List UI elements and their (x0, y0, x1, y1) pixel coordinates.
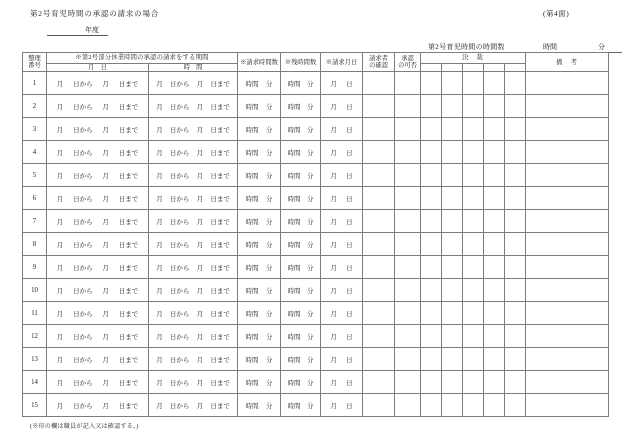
period-date-cell: 月 日から 月 日まで (47, 187, 149, 210)
decision-cell-3 (463, 256, 484, 279)
remaining-hours-cell: 時間 分 (281, 118, 321, 141)
request-date-cell: 月 日 (321, 348, 363, 371)
row-number: 8 (23, 233, 47, 256)
row-number: 10 (23, 279, 47, 302)
header-serial-number (23, 53, 47, 72)
period-time-cell: 月 日から 月 日まで (149, 348, 238, 371)
request-hours-cell: 時間 分 (238, 187, 281, 210)
request-date-cell: 月 日 (321, 187, 363, 210)
request-date-cell: 月 日 (321, 164, 363, 187)
remarks-cell (526, 210, 609, 233)
row-number: 11 (23, 302, 47, 325)
decision-cell-3 (463, 164, 484, 187)
period-date-cell: 月 日から 月 日まで (47, 348, 149, 371)
remaining-hours-cell: 時間 分 (281, 72, 321, 95)
header-approval-line1: 承認 (401, 54, 414, 62)
header-decision-sub-4 (484, 64, 505, 72)
fiscal-year-line (47, 24, 108, 36)
decision-cell-4 (484, 164, 505, 187)
decision-cell-4 (484, 279, 505, 302)
decision-cell-4 (484, 72, 505, 95)
header-approval-line2: の可否 (398, 62, 417, 70)
request-hours-cell: 時間 分 (238, 302, 281, 325)
remarks-cell (526, 187, 609, 210)
remaining-hours-cell: 時間 分 (281, 164, 321, 187)
request-date-cell: 月 日 (321, 72, 363, 95)
header-request-hours: ※請求時間数 (238, 53, 281, 72)
decision-cell-5 (505, 118, 526, 141)
request-hours-cell: 時間 分 (238, 72, 281, 95)
decision-cell-4 (484, 187, 505, 210)
request-hours-cell: 時間 分 (238, 164, 281, 187)
decision-cell-4 (484, 118, 505, 141)
row-number: 13 (23, 348, 47, 371)
header-serial-line1: 整理 (28, 54, 41, 62)
decision-cell-3 (463, 72, 484, 95)
decision-cell-1 (421, 325, 442, 348)
decision-cell-2 (442, 118, 463, 141)
period-time-cell: 月 日から 月 日まで (149, 325, 238, 348)
approval-cell (395, 325, 421, 348)
table-body (23, 72, 609, 417)
row-number: 4 (23, 141, 47, 164)
request-hours-cell: 時間 分 (238, 233, 281, 256)
header-remarks: 備 考 (526, 53, 609, 72)
table-row (23, 187, 609, 210)
period-time-cell: 月 日から 月 日まで (149, 141, 238, 164)
decision-cell-4 (484, 233, 505, 256)
header-period-date: 月 日 (47, 64, 149, 72)
requester-confirm-cell (363, 95, 395, 118)
table-row (23, 233, 609, 256)
request-date-cell: 月 日 (321, 233, 363, 256)
decision-cell-5 (505, 279, 526, 302)
table-row (23, 394, 609, 417)
request-hours-cell: 時間 分 (238, 325, 281, 348)
decision-cell-2 (442, 187, 463, 210)
remaining-hours-cell: 時間 分 (281, 187, 321, 210)
approval-cell (395, 279, 421, 302)
request-hours-cell: 時間 分 (238, 256, 281, 279)
period-time-cell: 月 日から 月 日まで (149, 210, 238, 233)
decision-cell-1 (421, 371, 442, 394)
table-row (23, 164, 609, 187)
requester-confirm-cell (363, 118, 395, 141)
decision-cell-1 (421, 210, 442, 233)
period-date-cell: 月 日から 月 日まで (47, 118, 149, 141)
decision-cell-3 (463, 325, 484, 348)
request-date-cell: 月 日 (321, 141, 363, 164)
remarks-cell (526, 256, 609, 279)
requester-confirm-cell (363, 141, 395, 164)
period-date-cell: 月 日から 月 日まで (47, 141, 149, 164)
requester-confirm-cell (363, 256, 395, 279)
table-row (23, 210, 609, 233)
decision-cell-3 (463, 95, 484, 118)
header-request-period: ※第2号部分休業時間の承認の請求をする期間 (47, 53, 238, 64)
period-date-cell: 月 日から 月 日まで (47, 256, 149, 279)
decision-cell-2 (442, 164, 463, 187)
decision-cell-4 (484, 371, 505, 394)
decision-cell-4 (484, 210, 505, 233)
row-number: 15 (23, 394, 47, 417)
requester-confirm-cell (363, 210, 395, 233)
remaining-hours-cell: 時間 分 (281, 279, 321, 302)
decision-cell-1 (421, 256, 442, 279)
approval-cell (395, 164, 421, 187)
decision-cell-4 (484, 325, 505, 348)
decision-cell-2 (442, 302, 463, 325)
remaining-hours-cell: 時間 分 (281, 256, 321, 279)
decision-cell-5 (505, 164, 526, 187)
header-requester-confirm (363, 53, 395, 72)
request-hours-cell: 時間 分 (238, 348, 281, 371)
decision-cell-3 (463, 233, 484, 256)
decision-cell-4 (484, 348, 505, 371)
request-date-cell: 月 日 (321, 118, 363, 141)
decision-cell-5 (505, 210, 526, 233)
request-table (22, 52, 609, 417)
period-time-cell: 月 日から 月 日まで (149, 95, 238, 118)
request-date-cell: 月 日 (321, 210, 363, 233)
decision-cell-4 (484, 394, 505, 417)
period-date-cell: 月 日から 月 日まで (47, 394, 149, 417)
remaining-hours-cell: 時間 分 (281, 141, 321, 164)
period-time-cell: 月 日から 月 日まで (149, 302, 238, 325)
approval-cell (395, 95, 421, 118)
row-number: 6 (23, 187, 47, 210)
row-number: 2 (23, 95, 47, 118)
period-time-cell: 月 日から 月 日まで (149, 371, 238, 394)
requester-confirm-cell (363, 325, 395, 348)
header-decision-sub-5 (505, 64, 526, 72)
decision-cell-2 (442, 371, 463, 394)
decision-cell-2 (442, 394, 463, 417)
decision-cell-1 (421, 72, 442, 95)
remarks-cell (526, 141, 609, 164)
decision-cell-3 (463, 302, 484, 325)
remaining-hours-cell: 時間 分 (281, 325, 321, 348)
table-row (23, 141, 609, 164)
requester-confirm-cell (363, 279, 395, 302)
row-number: 12 (23, 325, 47, 348)
row-number: 1 (23, 72, 47, 95)
approval-cell (395, 348, 421, 371)
decision-cell-2 (442, 279, 463, 302)
header-decision-sub-2 (442, 64, 463, 72)
decision-cell-4 (484, 256, 505, 279)
footnote: (※印の欄は職員が記入又は確認する。) (30, 424, 139, 430)
approval-cell (395, 72, 421, 95)
period-time-cell: 月 日から 月 日まで (149, 279, 238, 302)
decision-cell-1 (421, 95, 442, 118)
remaining-hours-cell: 時間 分 (281, 348, 321, 371)
remarks-cell (526, 348, 609, 371)
period-time-cell: 月 日から 月 日まで (149, 72, 238, 95)
decision-cell-2 (442, 95, 463, 118)
decision-cell-5 (505, 348, 526, 371)
approval-cell (395, 187, 421, 210)
remarks-cell (526, 325, 609, 348)
decision-cell-5 (505, 72, 526, 95)
header-serial-line2: 番号 (28, 62, 41, 70)
request-date-cell: 月 日 (321, 371, 363, 394)
period-date-cell: 月 日から 月 日まで (47, 279, 149, 302)
remaining-hours-cell: 時間 分 (281, 210, 321, 233)
remaining-hours-cell: 時間 分 (281, 394, 321, 417)
decision-cell-2 (442, 210, 463, 233)
decision-cell-2 (442, 256, 463, 279)
period-time-cell: 月 日から 月 日まで (149, 164, 238, 187)
header-period-time: 時 間 (149, 64, 238, 72)
period-time-cell: 月 日から 月 日まで (149, 187, 238, 210)
approval-cell (395, 233, 421, 256)
decision-cell-4 (484, 95, 505, 118)
header-decision: 決 裁 (421, 53, 526, 64)
remarks-cell (526, 394, 609, 417)
decision-cell-1 (421, 118, 442, 141)
decision-cell-5 (505, 141, 526, 164)
table-row (23, 256, 609, 279)
decision-cell-3 (463, 371, 484, 394)
request-date-cell: 月 日 (321, 279, 363, 302)
decision-cell-2 (442, 348, 463, 371)
decision-cell-3 (463, 118, 484, 141)
remarks-cell (526, 95, 609, 118)
request-date-cell: 月 日 (321, 95, 363, 118)
header-requester-line2: の確認 (369, 62, 388, 70)
period-date-cell: 月 日から 月 日まで (47, 210, 149, 233)
period-date-cell: 月 日から 月 日まで (47, 95, 149, 118)
period-date-cell: 月 日から 月 日まで (47, 302, 149, 325)
remaining-hours-cell: 時間 分 (281, 302, 321, 325)
decision-cell-5 (505, 325, 526, 348)
period-date-cell: 月 日から 月 日まで (47, 72, 149, 95)
table-row (23, 325, 609, 348)
remaining-hours-cell: 時間 分 (281, 233, 321, 256)
requester-confirm-cell (363, 233, 395, 256)
decision-cell-2 (442, 72, 463, 95)
table-row (23, 118, 609, 141)
approval-cell (395, 210, 421, 233)
header-decision-sub-1 (421, 64, 442, 72)
decision-cell-1 (421, 233, 442, 256)
decision-cell-4 (484, 302, 505, 325)
decision-cell-5 (505, 95, 526, 118)
approval-cell (395, 118, 421, 141)
period-time-cell: 月 日から 月 日まで (149, 256, 238, 279)
row-number: 9 (23, 256, 47, 279)
approval-cell (395, 141, 421, 164)
decision-cell-1 (421, 187, 442, 210)
request-hours-cell: 時間 分 (238, 95, 281, 118)
page-number-label: (第4面) (543, 9, 570, 18)
period-date-cell: 月 日から 月 日まで (47, 233, 149, 256)
requester-confirm-cell (363, 302, 395, 325)
approval-cell (395, 394, 421, 417)
total-minutes-unit-label: 分 (598, 43, 605, 51)
period-date-cell: 月 日から 月 日まで (47, 371, 149, 394)
decision-cell-1 (421, 164, 442, 187)
decision-cell-1 (421, 394, 442, 417)
request-date-cell: 月 日 (321, 394, 363, 417)
decision-cell-1 (421, 348, 442, 371)
period-date-cell: 月 日から 月 日まで (47, 164, 149, 187)
total-hours-label: 第2号育児時間の時間数 (428, 43, 505, 51)
decision-cell-5 (505, 394, 526, 417)
request-hours-cell: 時間 分 (238, 141, 281, 164)
header-request-date: ※請求月日 (321, 53, 363, 72)
decision-cell-5 (505, 302, 526, 325)
remarks-cell (526, 72, 609, 95)
decision-cell-5 (505, 233, 526, 256)
decision-cell-1 (421, 279, 442, 302)
table-row (23, 72, 609, 95)
header-decision-sub-3 (463, 64, 484, 72)
request-date-cell: 月 日 (321, 325, 363, 348)
request-hours-cell: 時間 分 (238, 394, 281, 417)
row-number: 14 (23, 371, 47, 394)
decision-cell-3 (463, 348, 484, 371)
remaining-hours-cell: 時間 分 (281, 371, 321, 394)
decision-cell-4 (484, 141, 505, 164)
requester-confirm-cell (363, 394, 395, 417)
remarks-cell (526, 302, 609, 325)
table-row (23, 371, 609, 394)
header-approval (395, 53, 421, 72)
table-row (23, 348, 609, 371)
decision-cell-2 (442, 141, 463, 164)
fiscal-year-label: 年度 (85, 26, 99, 34)
request-date-cell: 月 日 (321, 256, 363, 279)
request-hours-cell: 時間 分 (238, 279, 281, 302)
decision-cell-5 (505, 187, 526, 210)
decision-cell-1 (421, 302, 442, 325)
decision-cell-5 (505, 371, 526, 394)
requester-confirm-cell (363, 187, 395, 210)
decision-cell-2 (442, 233, 463, 256)
period-date-cell: 月 日から 月 日まで (47, 325, 149, 348)
decision-cell-3 (463, 210, 484, 233)
requester-confirm-cell (363, 371, 395, 394)
row-number: 3 (23, 118, 47, 141)
request-hours-cell: 時間 分 (238, 210, 281, 233)
table-row (23, 302, 609, 325)
request-hours-cell: 時間 分 (238, 118, 281, 141)
remarks-cell (526, 371, 609, 394)
approval-cell (395, 256, 421, 279)
remarks-cell (526, 279, 609, 302)
period-time-cell: 月 日から 月 日まで (149, 394, 238, 417)
document-title: 第2号育児時間の承認の請求の場合 (30, 9, 160, 18)
period-time-cell: 月 日から 月 日まで (149, 233, 238, 256)
request-hours-cell: 時間 分 (238, 371, 281, 394)
request-date-cell: 月 日 (321, 302, 363, 325)
requester-confirm-cell (363, 348, 395, 371)
decision-cell-3 (463, 394, 484, 417)
remaining-hours-cell: 時間 分 (281, 95, 321, 118)
decision-cell-2 (442, 325, 463, 348)
approval-cell (395, 302, 421, 325)
decision-cell-3 (463, 141, 484, 164)
decision-cell-3 (463, 187, 484, 210)
remarks-cell (526, 118, 609, 141)
total-hours-unit-label: 時間 (543, 43, 557, 51)
decision-cell-5 (505, 256, 526, 279)
approval-cell (395, 371, 421, 394)
header-remaining-hours: ※残時間数 (281, 53, 321, 72)
decision-cell-1 (421, 141, 442, 164)
requester-confirm-cell (363, 164, 395, 187)
remarks-cell (526, 233, 609, 256)
row-number: 7 (23, 210, 47, 233)
table-row (23, 95, 609, 118)
requester-confirm-cell (363, 72, 395, 95)
header-requester-line1: 請求者 (369, 54, 388, 62)
row-number: 5 (23, 164, 47, 187)
period-time-cell: 月 日から 月 日まで (149, 118, 238, 141)
decision-cell-3 (463, 279, 484, 302)
remarks-cell (526, 164, 609, 187)
table-row (23, 279, 609, 302)
